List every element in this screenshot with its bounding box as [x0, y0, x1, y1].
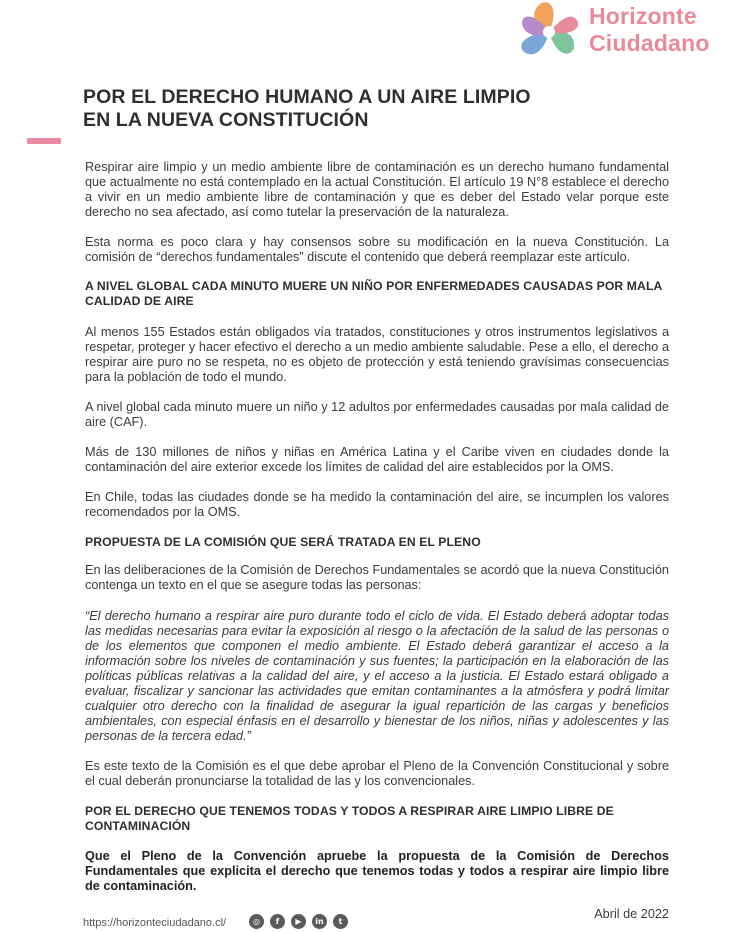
heading-right: POR EL DERECHO QUE TENEMOS TODAS Y TODOS A RESPIRAR AIRE LIMPIO LIBRE DE CONTAMINACIÓN: [85, 804, 614, 833]
website-link[interactable]: https://horizonteciudadano.cl/: [83, 917, 227, 929]
twitter-icon[interactable]: t: [333, 914, 348, 929]
linkedin-icon[interactable]: in: [312, 914, 327, 929]
document-date: Abril de 2022: [594, 907, 669, 921]
article-body: [85, 152, 669, 922]
page-title-line2: EN LA NUEVA CONSTITUCIÓN: [83, 109, 369, 131]
page-title-line1: POR EL DERECHO HUMANO A UN AIRE LIMPIO: [83, 86, 531, 108]
brand-name-line1: Horizonte: [589, 3, 697, 29]
paragraph-latam: Más de 130 millones de niños y niñas en América Latina y el Caribe viven en ciudades donde la contaminación del aire exterior excede los límites de calidad del aire establecidos por la OMS.: [85, 445, 669, 474]
closing-statement: Que el Pleno de la Convención apruebe la propuesta de la Comisión de Derechos Fundamentales que explicita el derecho que tenemos todas y todos a respirar aire limpio libre de contaminación.: [85, 849, 669, 893]
instagram-icon[interactable]: ◎: [249, 914, 264, 929]
logo: [516, 0, 746, 64]
paragraph-minute: A nivel global cada minuto muere un niño y 12 adultos por enfermedades causadas por mala calidad de aire (CAF).: [85, 400, 669, 429]
title-accent-bar: [27, 138, 61, 144]
facebook-icon[interactable]: f: [270, 914, 285, 929]
paragraph-deliberations: En las deliberaciones de la Comisión de Derechos Fundamentales se acordó que la nueva Constitución contenga un texto en el que se asegure todas las personas:: [85, 563, 669, 592]
youtube-icon[interactable]: ▶: [291, 914, 306, 929]
proposal-quote: “El derecho humano a respirar aire puro durante todo el ciclo de vida. El Estado deberá adoptar todas las medidas necesarias para evitar la exposición al riesgo o la afectación de la salud de las personas o de los elementos que componen el medio ambiente. El Estado deberá garantizar el acceso a la información sobre los niveles de contaminación y sus fuentes; la participación en la elaboración de las políticas públicas relativas a la calidad del aire, y el acceso a la justicia. El Estado estará obligado a evaluar, fiscalizar y sancionar las actividades que emitan contaminantes a la atmósfera y podrá limitar cualquier otro derecho con la finalidad de asegurar la igual repartición de las cargas y beneficios ambientales, con especial énfasis en el desarrollo y bienestar de los niños, niñas y adolescentes y las personas de la tercera edad.”: [85, 609, 669, 743]
footer: [83, 912, 403, 932]
paragraph-intro: Respirar aire limpio y un medio ambiente libre de contaminación es un derecho humano fundamental que actualmente no está contemplado en la actual Constitución. El artículo 19 N°8 establece el derecho a vivir en un medio ambiente libre de contaminación y que es deber del Estado velar porque este derecho no sea afectado, así como tutelar la preservación de la naturaleza.: [85, 160, 669, 219]
paragraph-norm: Esta norma es poco clara y hay consensos sobre su modificación en la nueva Constitución. La comisión de “derechos fundamentales” discute el contenido que deberá reemplazar este artículo.: [85, 235, 669, 264]
brand-name-line2: Ciudadano: [589, 30, 710, 56]
paragraph-chile: En Chile, todas las ciudades donde se ha medido la contaminación del aire, se incumplen los valores recomendados por la OMS.: [85, 490, 669, 519]
paragraph-approval: Es este texto de la Comisión es el que debe aprobar el Pleno de la Convención Constitucional y sobre el cual deberán pronunciarse la totalidad de las y los convencionales.: [85, 759, 669, 788]
paragraph-states: Al menos 155 Estados están obligados vía tratados, constituciones y otros instrumentos legislativos a respetar, proteger y hacer efectivo el derecho a un medio ambiente saludable. Pese a ello, el derecho a respirar aire puro no se respeta, no es objeto de protección y está teniendo gravísimas consecuencias para la población de todo el mundo.: [85, 325, 669, 384]
page-title: [83, 86, 643, 132]
heading-proposal: PROPUESTA DE LA COMISIÓN QUE SERÁ TRATADA EN EL PLENO: [85, 535, 481, 549]
heading-global: A NIVEL GLOBAL CADA MINUTO MUERE UN NIÑO POR ENFERMEDADES CAUSADAS POR MALA CALIDAD DE AIRE: [85, 279, 662, 308]
logo-mark-icon: [516, 0, 582, 64]
social-links: [249, 914, 348, 929]
